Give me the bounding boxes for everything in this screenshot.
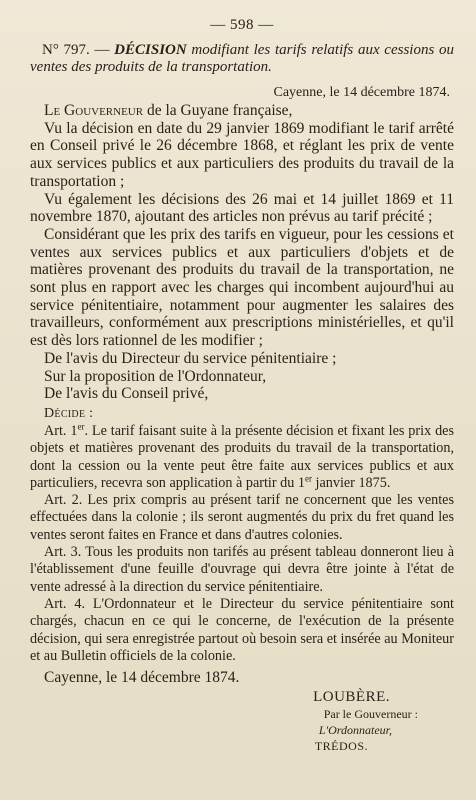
- intro-title: Le Gouverneur: [44, 102, 144, 119]
- decide-heading: Décide :: [44, 405, 94, 421]
- avis-line: Sur la proposition de l'Ordonnateur,: [44, 367, 267, 385]
- signature-par: Par le Gouverneur :: [323, 707, 418, 722]
- article-text: Art. 4. L'Ordonnateur et le Directeur du service pénitentiaire sont chargés, chacun en ce qui le concerne, de l'exécution de la présente décision, qui sera enregistrée partout où besoin sera et insérée au Moniteur et au Bulletin officiels de la colonie.: [30, 595, 454, 664]
- decision-heading: [30, 42, 454, 76]
- countersignature-name: TRÉDOS.: [314, 739, 368, 754]
- article-paragraph: [30, 423, 454, 492]
- signature-name: LOUBÈRE.: [313, 689, 390, 706]
- signature-role: L'Ordonnateur,: [318, 723, 392, 738]
- article-text: janvier 1875.: [311, 474, 391, 491]
- closing-dateline: Cayenne, le 14 décembre 1874.: [44, 669, 240, 687]
- decision-keyword: DÉCISION: [114, 42, 187, 58]
- intro-rest: de la Guyane française,: [143, 102, 293, 119]
- article-superscript: er: [77, 421, 85, 432]
- intro-line: [30, 102, 454, 120]
- page-number: — 598 —: [210, 17, 274, 33]
- considerant-paragraph: Vu la décision en date du 29 janvier 1869 modifiant le tarif arrêté en Conseil privé le 26 décembre 1868, et réglant les prix de vente aux services publics et aux particuliers des produits du travail de la transportation ;: [30, 119, 454, 190]
- article-paragraph: [30, 544, 454, 596]
- article-paragraph: [30, 596, 454, 665]
- article-text: . Le tarif faisant suite à la présente décision et fixant les prix des objets et matières provenant des produits du travail de la transportation, dont la cession ou la vente peut être faite aux services publics et aux particuliers, recevra son application à partir du 1: [30, 422, 454, 491]
- article-paragraph: [30, 492, 454, 544]
- decision-subject: modifiant les tarifs relatifs aux cessions ou ventes des produits de la transportation.: [30, 42, 454, 75]
- dateline: Cayenne, le 14 décembre 1874.: [273, 85, 450, 100]
- considerant-paragraph: Considérant que les prix des tarifs en vigueur, pour les cessions et ventes aux services publics et aux particuliers d'objets et de matières provenant des produits du travail de la transportation, ne sont plus en rapport avec les charges qui incombent aujourd'hui au service pénitentiaire, notamment pour augmenter les salaires des travailleurs, conformément aux prescriptions ministérielles, et qu'il est dès lors rationnel de les modifier ;: [30, 225, 454, 350]
- avis-line: De l'avis du Conseil privé,: [44, 385, 209, 403]
- article-text: Art. 3. Tous les produits non tarifés au présent tableau donneront lieu à l'établissement d'une feuille d'ouvrage qui devra être jointe à l'état de vente adressé à la direction du service pénitentiaire.: [30, 544, 454, 595]
- avis-line: De l'avis du Directeur du service pénitentiaire ;: [44, 349, 337, 367]
- article-superscript: er: [304, 473, 312, 484]
- decision-number: N° 797. —: [42, 42, 115, 58]
- article-text: Art. 1: [44, 422, 78, 439]
- article-text: Art. 2. Les prix compris au présent tarif ne concernent que les ventes effectuées dans la colonie ; ils seront augmentés du prix du fret quand les ventes seront faites en France et dans d'autres colonies.: [30, 492, 454, 543]
- considerant-paragraph: Vu également les décisions des 26 mai et 14 juillet 1869 et 11 novembre 1870, ajoutant des articles non prévus au tarif précité ;: [30, 190, 454, 226]
